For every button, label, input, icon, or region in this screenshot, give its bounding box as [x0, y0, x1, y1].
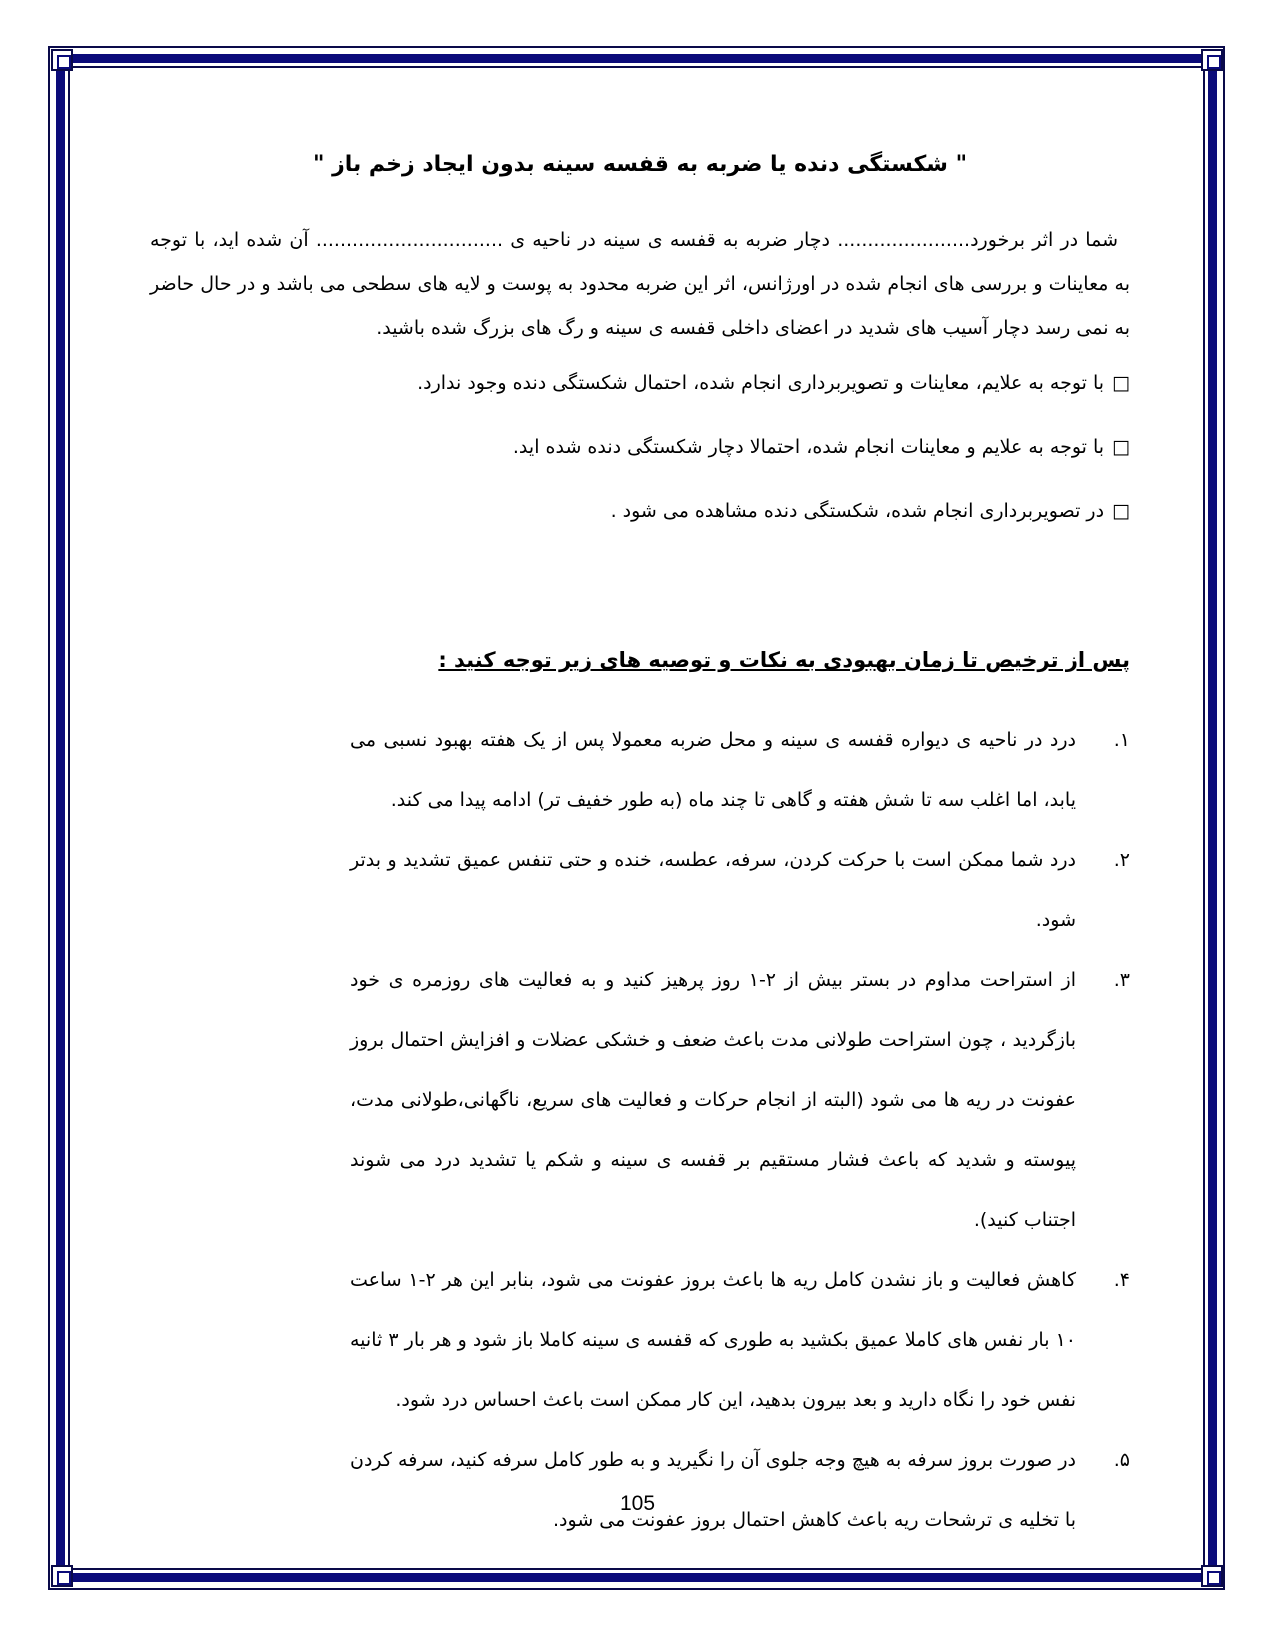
list-item: [150, 830, 1130, 950]
intro-paragraph: شما در اثر برخورد...................... دچار ضربه به قفسه ی سینه در ناحیه ی ............................... آن شده اید، با توجه به معاینات و بررسی های انجام شده در اورژانس، اثر این ضربه محدود به پوست و لایه های سطحی می باشد و در حال حاضر به نمی رسد دچار آسیب های شدید در اعضای داخلی قفسه ی سینه و رگ های بزرگ شده باشید.: [150, 229, 1130, 339]
checkbox-option[interactable]: [150, 432, 1130, 462]
item-text: درد شما ممکن است با حرکت کردن، سرفه، عطسه، خنده و حتی تنفس عمیق تشدید و بدتر شود.: [350, 849, 1076, 931]
item-number: ۵.: [1113, 1449, 1130, 1471]
checkbox-icon[interactable]: □: [1112, 436, 1130, 458]
item-number: ۳.: [1113, 969, 1130, 991]
recommendations-list: [150, 710, 1130, 1550]
checkbox-option[interactable]: [150, 368, 1130, 398]
checkbox-label: در تصویربرداری انجام شده، شکستگی دنده مشاهده می شود .: [610, 500, 1105, 522]
item-number: ۴.: [1113, 1269, 1130, 1291]
checkbox-label: با توجه به علایم، معاینات و تصویربرداری انجام شده، احتمال شکستگی دنده وجود ندارد.: [417, 372, 1105, 394]
item-text: درد در ناحیه ی دیواره قفسه ی سینه و محل ضربه معمولا پس از یک هفته بهبود نسبی می یابد، اما اغلب سه تا شش هفته و گاهی تا چند ماه (به طور خفیف تر) ادامه پیدا می کند.: [350, 729, 1076, 811]
item-text: از استراحت مداوم در بستر بیش از ۲-۱ روز پرهیز کنید و به فعالیت های روزمره ی خود بازگردید ، چون استراحت طولانی مدت باعث ضعف و خشکی عضلات و افزایش احتمال بروز عفونت در ریه ها می شود (البته از انجام حرکات و فعالیت های سریع، ناگهانی،طولانی مدت، پیوسته و شدید که باعث فشار مستقیم بر قفسه ی سینه و شکم یا تشدید درد می شوند اجتناب کنید).: [350, 969, 1076, 1231]
list-item: [150, 1430, 1130, 1550]
border-corner-ornament: [1201, 1565, 1223, 1587]
page-number: 105: [619, 1492, 656, 1515]
item-text: کاهش فعالیت و باز نشدن کامل ریه ها باعث بروز عفونت می شود، بنابر این هر ۲-۱ ساعت ۱۰ بار نفس های کاملا عمیق بکشید به طوری که قفسه ی سینه کاملا باز شود و هر بار ۳ ثانیه نفس خود را نگاه دارید و بعد بیرون بدهید، این کار ممکن است باعث احساس درد شود.: [350, 1269, 1077, 1411]
list-item: [150, 710, 1130, 830]
list-item: [150, 950, 1130, 1250]
item-number: ۲.: [1113, 849, 1130, 871]
checkbox-option[interactable]: [150, 496, 1130, 526]
checkbox-icon[interactable]: □: [1112, 372, 1130, 394]
border-corner-ornament: [51, 1565, 73, 1587]
list-item: [150, 1250, 1130, 1430]
item-text: در صورت بروز سرفه به هیچ وجه جلوی آن را نگیرید و به طور کامل سرفه کنید، سرفه کردن با تخلیه ی ترشحات ریه باعث کاهش احتمال بروز عفونت می شود.: [350, 1449, 1076, 1531]
border-corner-ornament: [1201, 49, 1223, 71]
checkbox-label: با توجه به علایم و معاینات انجام شده، احتمالا دچار شکستگی دنده شده اید.: [512, 436, 1105, 458]
document-title: " شکستگی دنده یا ضربه به قفسه سینه بدون ایجاد زخم باز ": [312, 152, 968, 177]
checkbox-icon[interactable]: □: [1112, 500, 1130, 522]
border-corner-ornament: [51, 49, 73, 71]
item-number: ۱.: [1113, 729, 1130, 751]
section-heading: پس از ترخیص تا زمان بهبودی به نکات و توصیه های زیر توجه کنید :: [438, 648, 1130, 672]
